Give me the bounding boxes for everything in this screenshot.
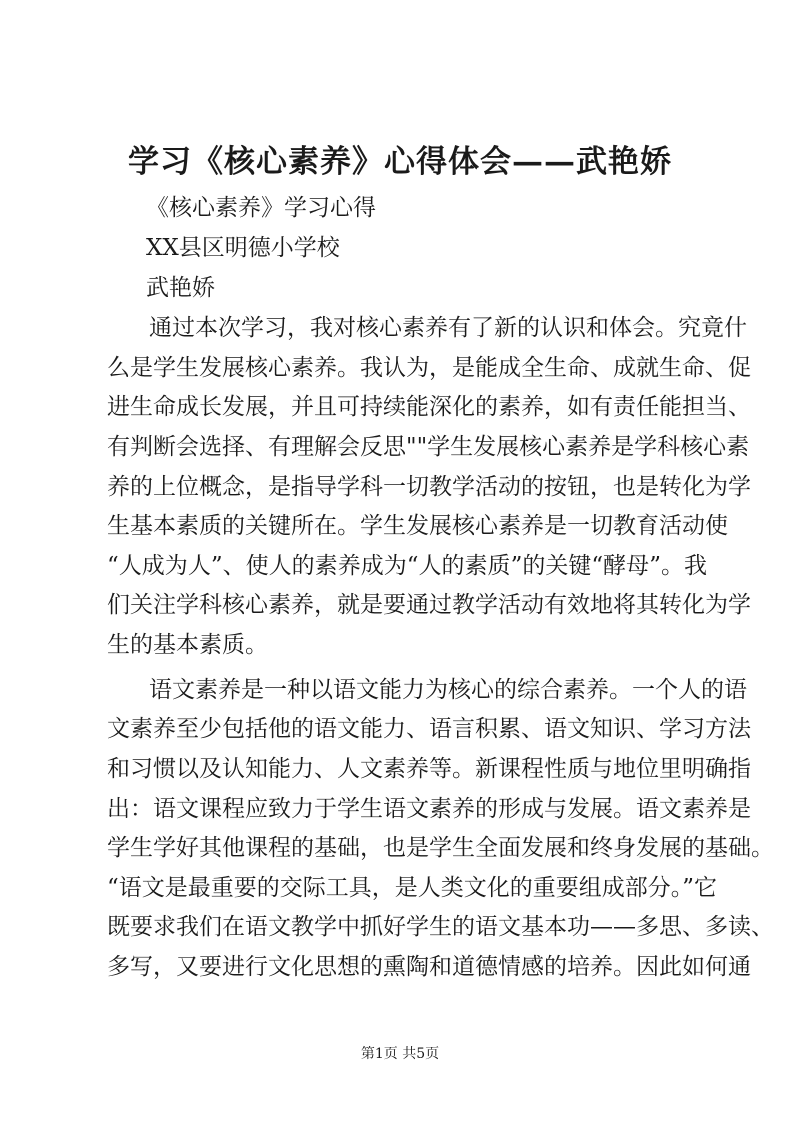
- paragraph-line: 和习惯以及认知能力、人文素养等。新课程性质与地位里明确指: [107, 756, 751, 782]
- paragraph-line: 养的上位概念，是指导学科一切教学活动的按钮，也是转化为学: [107, 474, 751, 500]
- paragraph-line: 进生命成长发展，并且可持续能深化的素养，如有责任能担当、: [107, 394, 751, 420]
- paragraph-line: 生的基本素质。: [107, 632, 268, 658]
- author-name: 武艳娇: [146, 275, 215, 301]
- paragraph-line: 多写，又要进行文化思想的熏陶和道德情感的培养。因此如何通: [107, 954, 751, 980]
- paragraph-line: “人成为人”、使人的素养成为“人的素质”的关键“酵母”。我: [107, 553, 707, 579]
- document-title: 学习《核心素养》心得体会——武艳娇: [128, 144, 672, 180]
- paragraph-line: “语文是最重要的交际工具，是人类文化的重要组成部分。”它: [107, 875, 718, 901]
- paragraph-line: 文素养至少包括他的语文能力、语言积累、语文知识、学习方法: [107, 716, 751, 742]
- paragraph-line: 学生学好其他课程的基础，也是学生全面发展和终身发展的基础。: [107, 835, 774, 861]
- paragraph-line: 出：语文课程应致力于学生语文素养的形成与发展。语文素养是: [107, 796, 751, 822]
- school-name: XX县区明德小学校: [146, 235, 340, 261]
- paragraph-line: 通过本次学习，我对核心素养有了新的认识和体会。究竟什: [149, 315, 747, 341]
- paragraph-line: 既要求我们在语文教学中抓好学生的语文基本功——多思、多读、: [107, 914, 774, 940]
- document-subtitle: 《核心素养》学习心得: [146, 195, 376, 221]
- page-number: 第1页 共5页: [360, 1046, 440, 1062]
- paragraph-line: 么是学生发展核心素养。我认为，是能成全生命、成就生命、促: [107, 355, 751, 381]
- paragraph-line: 语文素养是一种以语文能力为核心的综合素养。一个人的语: [149, 677, 747, 703]
- paragraph-line: 生基本素质的关键所在。学生发展核心素养是一切教育活动使: [107, 513, 728, 539]
- paragraph-line: 们关注学科核心素养，就是要通过教学活动有效地将其转化为学: [107, 592, 751, 618]
- paragraph-line: 有判断会选择、有理解会反思""学生发展核心素养是学科核心素: [107, 434, 750, 460]
